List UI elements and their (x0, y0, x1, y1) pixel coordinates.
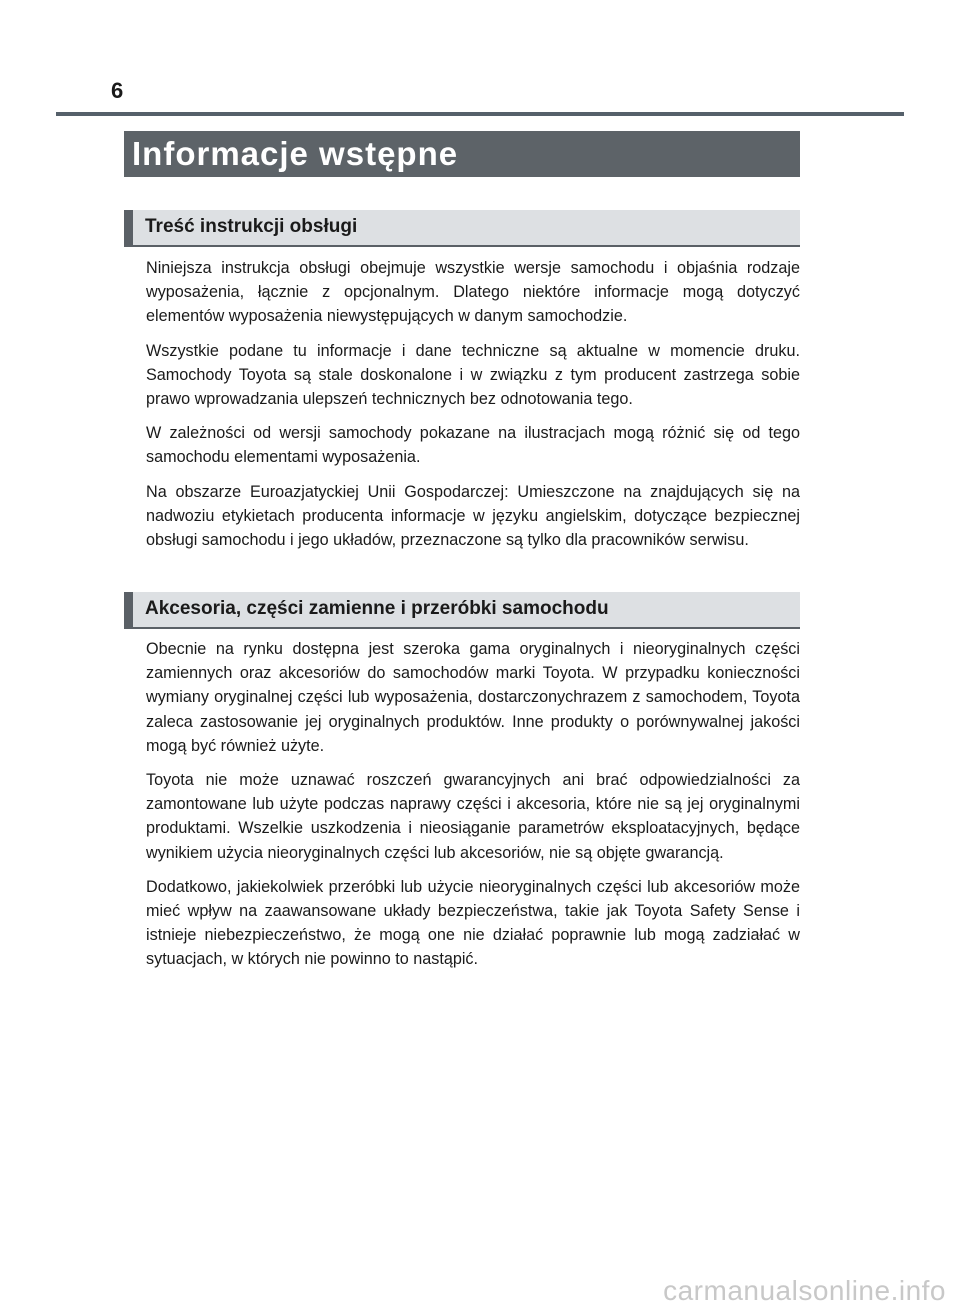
watermark: carmanualsonline.info (663, 1275, 946, 1306)
top-rule (56, 112, 904, 116)
paragraph: Obecnie na rynku dostępna jest szeroka gama oryginalnych i nieoryginalnych części zamiennych oraz akcesoriów do samochodów marki Toyota. W przypadku konieczności wymiany oryginalnej części lub wyposażenia, dostarczonychrazem z samochodem, Toyota zaleca zastosowanie jej oryginalnych produktów. Inne produkty o porównywalnej jakości mogą być również użyte. (146, 640, 800, 755)
section-body-contents (146, 256, 800, 562)
paragraph: W zależności od wersji samochody pokazane na ilustracjach mogą różnić się od tego samochodu elementami wyposażenia. (146, 424, 800, 467)
section-heading-accessories: Akcesoria, części zamienne i przeróbki samochodu (124, 592, 800, 627)
section-heading-contents: Treść instrukcji obsługi (124, 210, 800, 245)
page-number: 6 (111, 78, 124, 103)
paragraph: Niniejsza instrukcja obsługi obejmuje wszystkie wersje samochodu i objaśnia rodzaje wyposażenia, łącznie z opcjonalnym. Dlatego niektóre informacje mogą dotyczyć elementów wyposażenia niewystępujących w danym samochodzie. (146, 259, 800, 326)
section-body-accessories (146, 637, 800, 982)
paragraph: Wszystkie podane tu informacje i dane techniczne są aktualne w momencie druku. Samochody Toyota są stale doskonalone i w związku z tym producent zastrzega sobie prawo wprowadzania ulepszeń technicznych bez odnotowania tego. (146, 341, 800, 409)
chapter-title: Informacje wstępne (124, 131, 800, 177)
paragraph: Toyota nie może uznawać roszczeń gwarancyjnych ani brać odpowiedzialności za zamontowane lub użyte podczas naprawy części i akcesoria, które nie są jej oryginalnymi produktami. Wszelkie uszkodzenia i nieosiąganie parametrów eksploatacyjnych, będące wynikiem użycia nieoryginalnych części lub akcesoriów, nie są objęte gwarancją. (146, 771, 800, 862)
paragraph: Na obszarze Euroazjatyckiej Unii Gospodarczej: Umieszczone na znajdujących się na nadwoziu etykietach producenta informacje w języku angielskim, dotyczące bezpiecznej obsługi samochodu i jego układów, przeznaczone są tylko dla pracowników serwisu. (146, 482, 800, 550)
paragraph: Dodatkowo, jakiekolwiek przeróbki lub użycie nieoryginalnych części lub akcesoriów może mieć wpływ na zaawansowane układy bezpieczeństwa, takie jak Toyota Safety Sense i istnieje niebezpieczeństwo, że mogą one nie działać poprawnie lub mogą zadziałać w sytuacjach, w których nie powinno to nastąpić. (146, 877, 800, 969)
